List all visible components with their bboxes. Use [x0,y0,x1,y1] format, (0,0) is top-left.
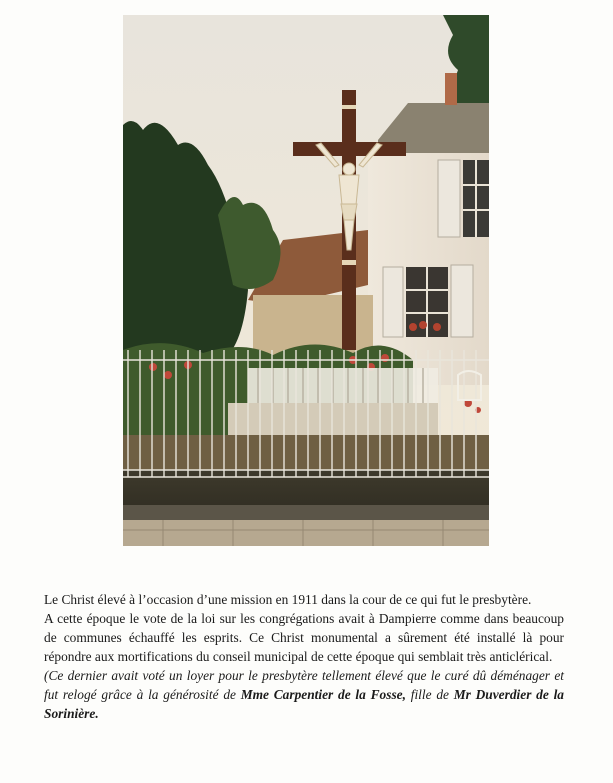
crucifix-photo [123,15,489,546]
note-text-2: fille de [405,687,454,702]
shutter [451,265,473,337]
note-name-2: Mr Duverdier de la Sorinière. [44,687,564,721]
inner-railing [248,368,438,403]
shutter [438,160,460,237]
caption-paragraph-1: Le Christ élevé à l’occasion d’une mission en 1911 dans la cour de ce qui fut le presbytère. [44,592,532,607]
note-name-1: Mme Carpentier de la Fosse, [240,687,406,702]
chimney [445,73,457,105]
cross-beam [293,142,406,156]
note-text-1: (Ce dernier avait voté un loyer pour le presbytère tellement élevé que le curé dû déménager et fut relogé grâce à la générosité de [44,668,564,702]
cross-band [342,105,356,109]
shutter [383,267,403,337]
caption-paragraph-2: A cette époque le vote de la loi sur les congrégations avait à Dampierre comme dans beaucoup de communes échauffé les esprits. Ce Christ monumental a sûrement été installé là pour répondre aux mortifications du conseil municipal de cette époque qui semblait très anticlérical. [44,611,564,664]
pavement [123,520,489,546]
caption-note [44,666,564,723]
cross-band [342,260,356,265]
caption [44,590,564,723]
